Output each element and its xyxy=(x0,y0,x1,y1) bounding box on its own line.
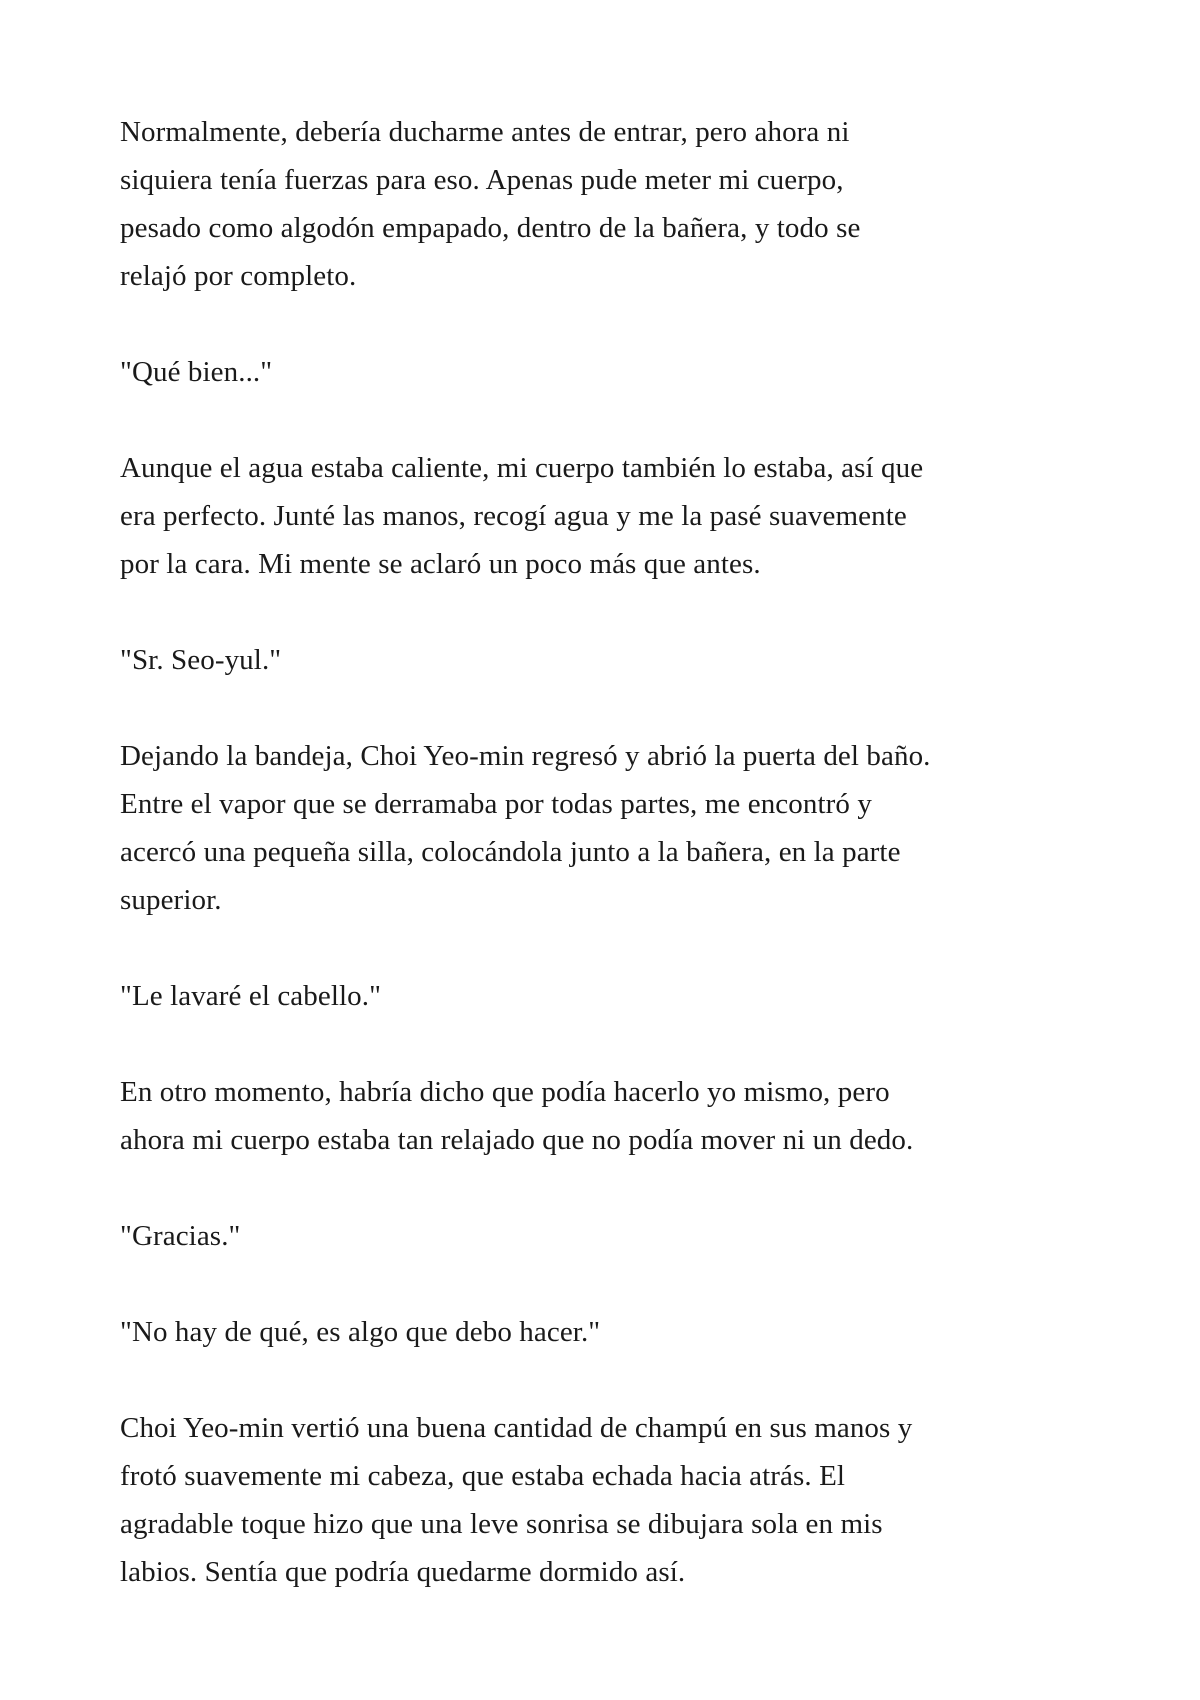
dialogue-paragraph xyxy=(120,1308,1100,1356)
text-line: siquiera tenía fuerzas para eso. Apenas pude meter mi cuerpo, xyxy=(120,164,844,196)
text-line: "Le lavaré el cabello." xyxy=(120,980,382,1012)
text-line: Normalmente, debería ducharme antes de entrar, pero ahora ni xyxy=(120,116,850,148)
paragraph xyxy=(120,1404,1100,1596)
dialogue-paragraph xyxy=(120,636,1100,684)
text-line: Choi Yeo-min vertió una buena cantidad de champú en sus manos y xyxy=(120,1412,913,1444)
text-line: En otro momento, habría dicho que podía hacerlo yo mismo, pero xyxy=(120,1076,890,1108)
text-line: "Sr. Seo-yul." xyxy=(120,644,282,676)
text-line: "Qué bien..." xyxy=(120,356,273,388)
document-page xyxy=(120,108,1100,1644)
paragraph xyxy=(120,444,1100,588)
text-line: ahora mi cuerpo estaba tan relajado que no podía mover ni un dedo. xyxy=(120,1124,914,1156)
dialogue-paragraph xyxy=(120,348,1100,396)
paragraph xyxy=(120,1068,1100,1164)
text-line: Dejando la bandeja, Choi Yeo-min regresó y abrió la puerta del baño. xyxy=(120,740,931,772)
text-line: pesado como algodón empapado, dentro de la bañera, y todo se xyxy=(120,212,861,244)
text-line: relajó por completo. xyxy=(120,260,357,292)
text-line: acercó una pequeña silla, colocándola junto a la bañera, en la parte xyxy=(120,836,901,868)
text-line: Entre el vapor que se derramaba por todas partes, me encontró y xyxy=(120,788,872,820)
dialogue-paragraph xyxy=(120,972,1100,1020)
dialogue-paragraph xyxy=(120,1212,1100,1260)
text-line: "No hay de qué, es algo que debo hacer." xyxy=(120,1316,601,1348)
text-line: frotó suavemente mi cabeza, que estaba echada hacia atrás. El xyxy=(120,1460,846,1492)
text-line: agradable toque hizo que una leve sonrisa se dibujara sola en mis xyxy=(120,1508,883,1540)
text-line: era perfecto. Junté las manos, recogí agua y me la pasé suavemente xyxy=(120,500,907,532)
text-line: superior. xyxy=(120,884,222,916)
paragraph xyxy=(120,732,1100,924)
text-line: "Gracias." xyxy=(120,1220,241,1252)
text-line: Aunque el agua estaba caliente, mi cuerpo también lo estaba, así que xyxy=(120,452,924,484)
paragraph xyxy=(120,108,1100,300)
text-line: labios. Sentía que podría quedarme dormido así. xyxy=(120,1556,686,1588)
text-line: por la cara. Mi mente se aclaró un poco más que antes. xyxy=(120,548,761,580)
